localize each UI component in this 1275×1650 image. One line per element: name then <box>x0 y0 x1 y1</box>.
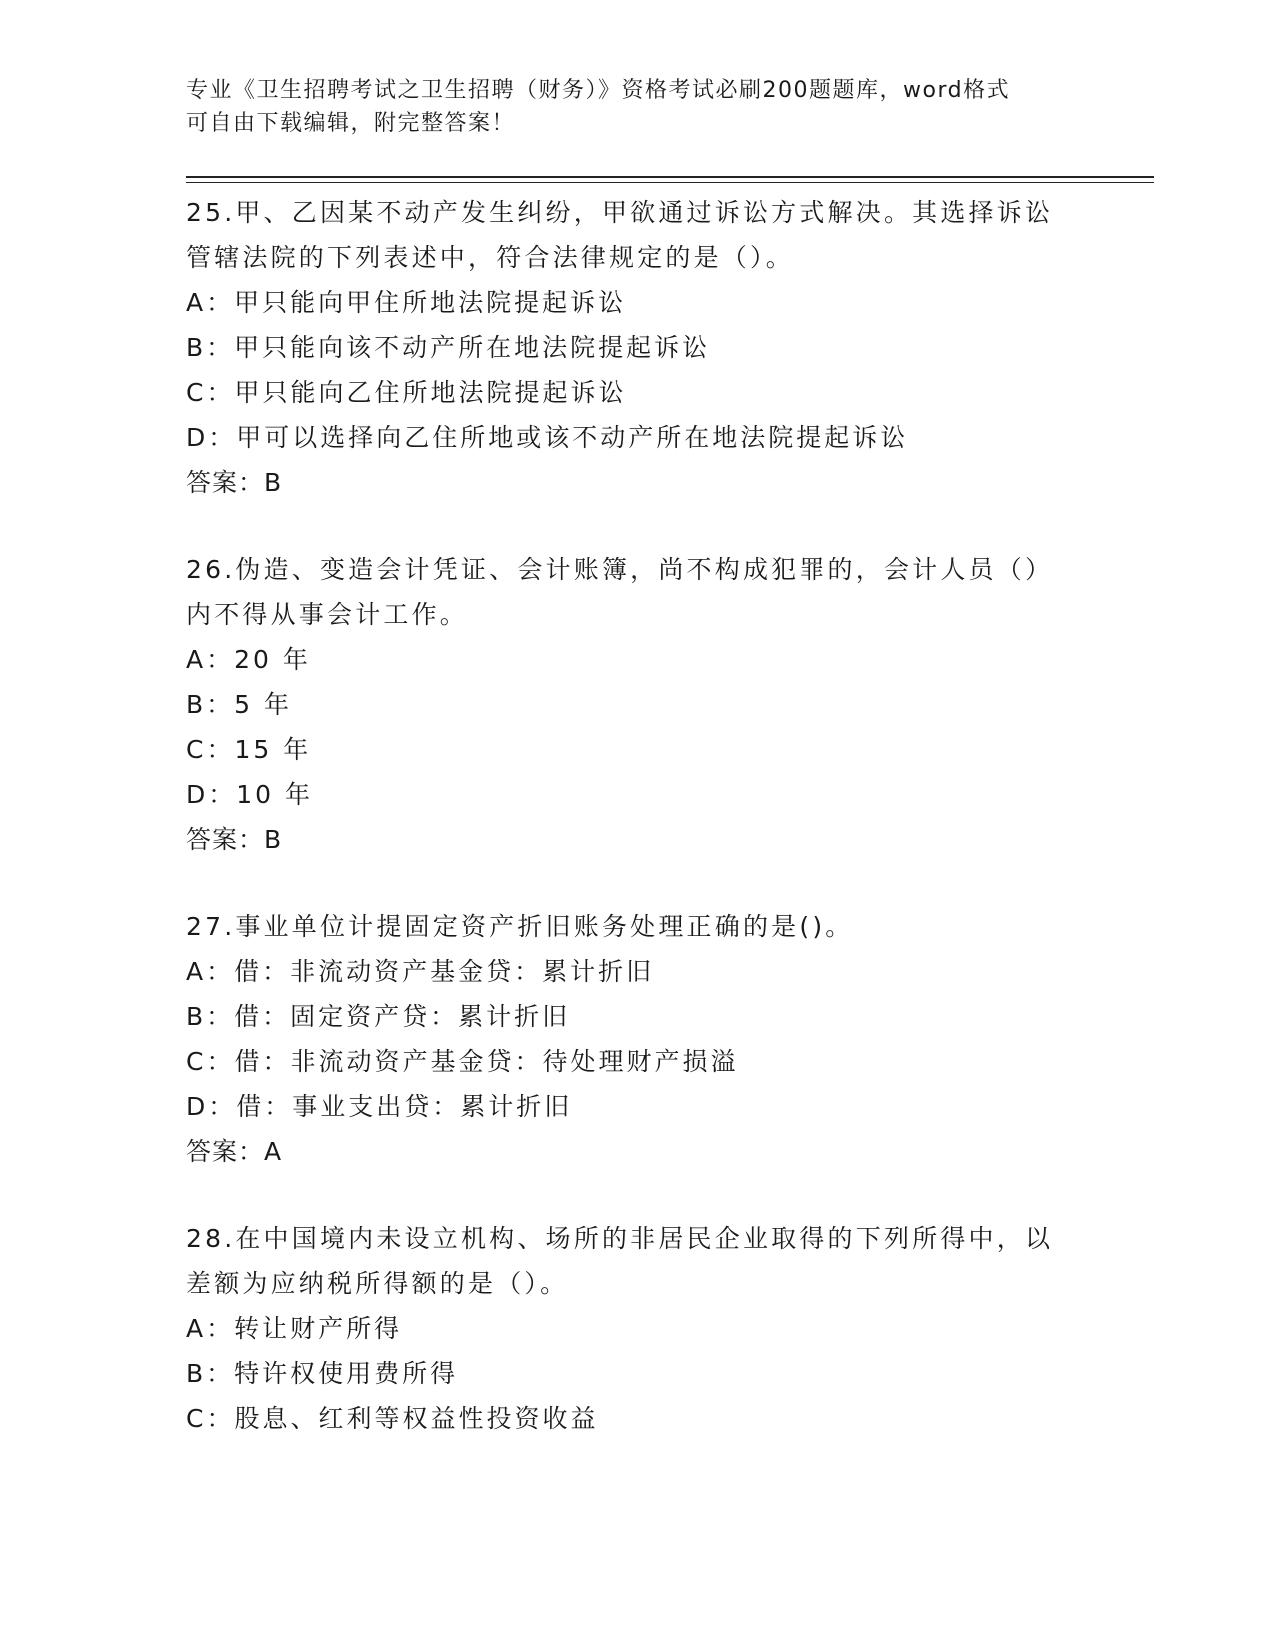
answer: 答案：A <box>186 1137 283 1166</box>
option-b: B：借：固定资产贷：累计折旧 <box>186 1002 571 1031</box>
header-divider-thick <box>186 176 1154 178</box>
option-a: A：借：非流动资产基金贷：累计折旧 <box>186 957 655 986</box>
option-c: C：借：非流动资产基金贷：待处理财产损溢 <box>186 1047 739 1076</box>
header-divider-thin <box>186 182 1154 183</box>
question-stem <box>186 547 1086 637</box>
stem-line: 28.在中国境内未设立机构、场所的非居民企业取得的下列所得中，以 <box>186 1224 1054 1253</box>
option-b: B：特许权使用费所得 <box>186 1359 459 1388</box>
option-a: A：甲只能向甲住所地法院提起诉讼 <box>186 288 627 317</box>
option-a: A：转让财产所得 <box>186 1314 403 1343</box>
stem-line: 25.甲、乙因某不动产发生纠纷，甲欲通过诉讼方式解决。其选择诉讼 <box>186 198 1054 227</box>
option-a: A：20 年 <box>186 645 311 674</box>
question-stem <box>186 190 1086 280</box>
option-d: D：借：事业支出贷：累计折旧 <box>186 1092 573 1121</box>
stem-line: 内不得从事会计工作。 <box>186 600 469 629</box>
option-d: D：甲可以选择向乙住所地或该不动产所在地法院提起诉讼 <box>186 423 909 452</box>
answer: 答案：B <box>186 468 283 497</box>
stem-line: 管辖法院的下列表述中，符合法律规定的是（）。 <box>186 243 794 272</box>
stem-line: 27.事业单位计提固定资产折旧账务处理正确的是()。 <box>186 912 854 941</box>
question-27 <box>186 904 1086 1174</box>
question-28 <box>186 1216 1086 1441</box>
document-header <box>186 74 1086 140</box>
answer: 答案：B <box>186 825 283 854</box>
option-b: B：5 年 <box>186 690 293 719</box>
question-25 <box>186 190 1086 505</box>
option-b: B：甲只能向该不动产所在地法院提起诉讼 <box>186 333 711 362</box>
header-line-2: 可自由下载编辑，附完整答案！ <box>186 111 516 136</box>
option-c: C：甲只能向乙住所地法院提起诉讼 <box>186 378 627 407</box>
header-line-1: 专业《卫生招聘考试之卫生招聘（财务）》资格考试必刷200题题库，word格式 <box>186 78 1011 103</box>
question-26 <box>186 547 1086 862</box>
question-stem <box>186 1216 1086 1306</box>
option-c: C：股息、红利等权益性投资收益 <box>186 1404 599 1433</box>
option-d: D：10 年 <box>186 780 314 809</box>
question-stem <box>186 904 1086 949</box>
option-c: C：15 年 <box>186 735 312 764</box>
stem-line: 差额为应纳税所得额的是（）。 <box>186 1269 569 1298</box>
stem-line: 26.伪造、变造会计凭证、会计账簿，尚不构成犯罪的，会计人员（） <box>186 555 1054 584</box>
question-list <box>186 190 1086 1483</box>
